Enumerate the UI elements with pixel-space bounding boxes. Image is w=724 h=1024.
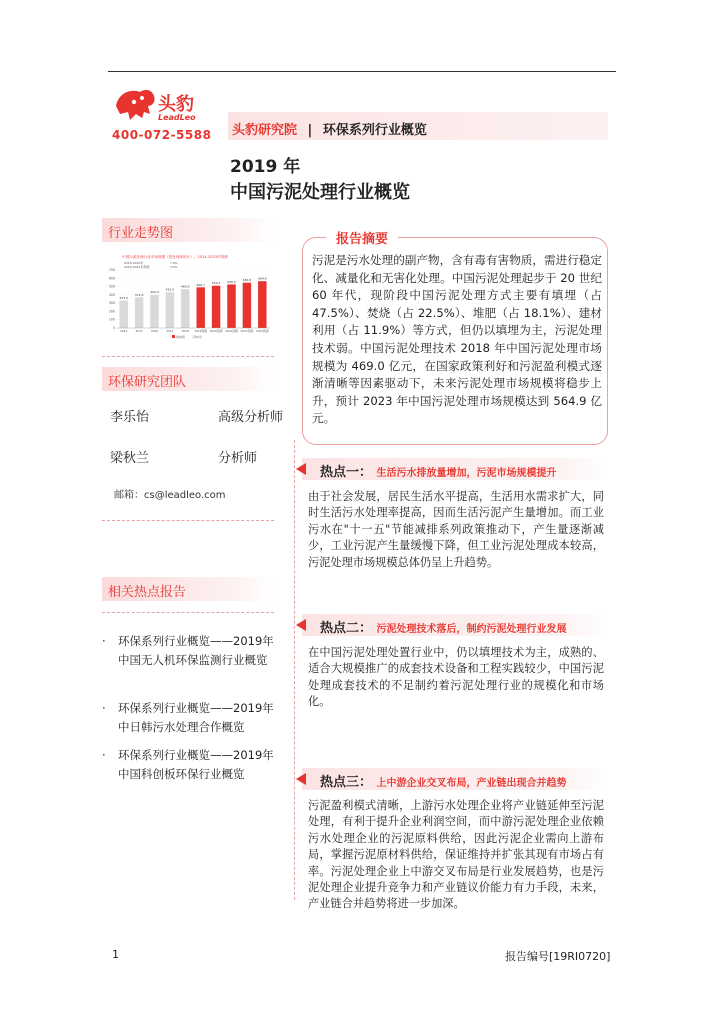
hotspot-heading: [320, 461, 557, 480]
related-report-title: 环保系列行业概览——2019年中国科创板环保行业概览: [118, 748, 274, 781]
chart-y-tick: 100: [108, 317, 115, 322]
logo-wordmark: 头豹: [158, 94, 194, 115]
column-divider: [294, 440, 295, 900]
bullet-icon: ·: [102, 634, 106, 648]
chart-data-label: 526.0: [227, 279, 236, 284]
chart-bar: [196, 287, 204, 328]
chart-x-tick: 2018: [181, 329, 189, 333]
chart-data-label: 564.9: [258, 276, 267, 281]
chart-cagr-label: 7.9%: [170, 261, 178, 265]
chart-bar: [212, 286, 220, 328]
chart-bar: [135, 297, 143, 328]
chart-data-label: 469.0: [181, 284, 190, 289]
chart-x-tick: 2023预测: [255, 329, 269, 333]
hotspot-text: 在中国污泥处理处置行业中，仍以填埋技术为主，成熟的、适合大规模推广的成套技术设备和工程实践较少，中国污泥处理成套技术的不足制约着污泥处理行业的规模化和市场化。: [308, 646, 604, 709]
chart-x-tick: 2017: [166, 329, 174, 333]
trend-chart-svg: [102, 248, 274, 346]
chart-legend-label: 万吨/年: [192, 335, 203, 339]
analyst-name: 梁秋兰: [110, 451, 150, 466]
related-report-title: 环保系列行业概览——2019年中国无人机环保监测行业概览: [118, 634, 274, 667]
chart-cagr-label: 2014-2018年: [124, 261, 144, 265]
chart-title: 中国污泥处理行业市场规模（按处理体积计），2014-2023年预测: [122, 255, 228, 259]
chart-bar: [227, 284, 235, 328]
chart-cagr-label: 3.6%: [170, 265, 178, 269]
related-report-link[interactable]: [102, 699, 282, 737]
chart-data-label: 510.2: [211, 281, 221, 286]
hotline: 400-072-5588: [112, 128, 212, 142]
trend-heading: 行业走势图: [108, 226, 174, 241]
chart-bar: [150, 295, 158, 328]
chart-data-label: 333.0: [119, 295, 128, 300]
chart-data-label: 402.0: [150, 290, 159, 295]
chart-data-label: 546.8: [242, 278, 252, 283]
related-report-link[interactable]: [102, 746, 282, 784]
hotspot-marker-icon: [296, 773, 306, 785]
series-name: 环保系列行业概览: [322, 123, 427, 138]
hotspot-text: 由于社会发展，居民生活水平提高，生活用水需求扩大，同时生活污水处理率提高，因而生活污泥产生量增加。而工业污水在"十一五"节能减排系列政策推动下，产生量逐渐减少，工业污泥产生量缓慢下降，但工业污泥处理成本较高，污泥处理市场规模总体仍呈上升趋势。: [308, 490, 604, 569]
chart-x-tick: 2022预测: [240, 329, 254, 333]
hotspot-heading: [320, 617, 567, 636]
page-number: 1: [112, 948, 119, 961]
divider: [102, 612, 274, 613]
divider: [102, 520, 274, 521]
title-year: 2019 年: [230, 157, 301, 177]
page-title: 中国污泥处理行业概览: [230, 182, 410, 203]
chart-y-tick: 400: [108, 292, 115, 297]
institute-name: 头豹研究院: [232, 123, 298, 138]
divider: [102, 356, 274, 357]
summary-tag: 报告摘要: [326, 228, 398, 247]
related-report-title: 环保系列行业概览——2019年中日韩污水处理合作概览: [118, 701, 274, 734]
leopard-logo-icon: [112, 84, 158, 126]
chart-bar: [258, 281, 266, 328]
chart-cagr-label: 2019-2023年预测: [124, 265, 150, 269]
header-line: [232, 119, 427, 138]
chart-bar: [119, 300, 127, 328]
chart-y-tick: 0: [112, 326, 115, 330]
bullet-icon: ·: [102, 701, 106, 715]
related-report-link[interactable]: [102, 632, 282, 670]
chart-data-label: 432.0: [165, 287, 175, 292]
chart-x-tick: 2016: [150, 329, 159, 333]
hotspot-subtitle: 生活污水排放量增加，污泥市场规模提升: [376, 468, 557, 479]
chart-y-tick: 600: [108, 276, 115, 281]
hotspot-title: 热点一：: [320, 465, 373, 480]
hotspot-heading: [320, 771, 567, 790]
bullet-icon: ·: [102, 748, 106, 762]
chart-bar: [181, 289, 189, 328]
header-separator: |: [307, 123, 313, 138]
analyst-name: 李乐怡: [110, 410, 150, 425]
chart-y-tick: 300: [108, 301, 115, 306]
logo-subtitle: LeadLeo: [158, 113, 196, 122]
hotspot-title: 热点三：: [320, 775, 373, 790]
chart-data-label: 371.0: [134, 292, 144, 297]
chart-x-tick: 2015: [135, 329, 143, 333]
team-heading: 环保研究团队: [108, 375, 187, 390]
related-heading: 相关热点报告: [108, 585, 187, 600]
chart-data-label: 490.7: [196, 282, 205, 287]
report-code: 报告编号[19RI0720]: [505, 950, 611, 963]
chart-y-tick: 200: [108, 309, 115, 314]
chart-x-tick: 2019预测: [194, 329, 208, 333]
hotspot-title: 热点二：: [320, 621, 373, 636]
top-rule: [108, 71, 616, 72]
chart-legend-label: 按体积: [176, 335, 186, 339]
analyst-role: 分析师: [218, 451, 258, 466]
chart-y-tick: 500: [108, 284, 115, 289]
hotspot-marker-icon: [296, 619, 306, 631]
chart-x-tick: 2014: [120, 329, 128, 333]
contact-email[interactable]: 邮箱：cs@leadleo.com: [114, 490, 226, 501]
summary-text: 污泥是污水处理的副产物，含有毒有害物质，需进行稳定化、减量化和无害化处理。中国污泥处理起步于 20 世纪 60 年代，现阶段中国污泥处理方式主要有填埋（占 47.5%）、焚烧（占 22.5%）、堆肥（占 18.1%）、建材利用（占 11.9%）等方式，但仍以填埋为主，污泥处理技术弱。中国污泥处理技术 2018 年中国污泥处理市场规模为 469.0 亿元，在国家政策利好和污泥盈利模式逐渐清晰等因素驱动下，未来污泥处理市场规模将稳步上升，预计 2023 年中国污泥处理市场规模达到 564.9 亿元。: [312, 253, 602, 426]
chart-bar: [243, 283, 251, 328]
hotspot-text: 污泥盈利模式清晰，上游污水处理企业将产业链延伸至污泥处理，有利于提升企业利润空间，而中游污泥处理企业依赖污水处理企业的污泥原料供给，因此污泥企业需向上游布局，掌握污泥原材料供给，保证维持并扩张其现有市场占有率。污泥处理企业上中游交叉布局是行业发展趋势，也是污泥处理企业提升竞争力和产业链议价能力有力手段，未来，产业链合并趋势将进一步加深。: [308, 799, 604, 911]
hotspot-marker-icon: [296, 463, 306, 475]
chart-x-tick: 2021预测: [225, 329, 238, 333]
trend-chart: [102, 248, 274, 346]
hotspot-subtitle: 上中游企业交叉布局，产业链出现合并趋势: [376, 778, 567, 789]
chart-bar: [166, 292, 174, 328]
chart-legend-swatch: [172, 335, 175, 338]
hotspot-subtitle: 污泥处理技术落后，制约污泥处理行业发展: [376, 624, 567, 635]
chart-y-tick: 700: [108, 268, 115, 272]
chart-x-tick: 2020预测: [209, 329, 223, 333]
analyst-role: 高级分析师: [218, 410, 284, 425]
